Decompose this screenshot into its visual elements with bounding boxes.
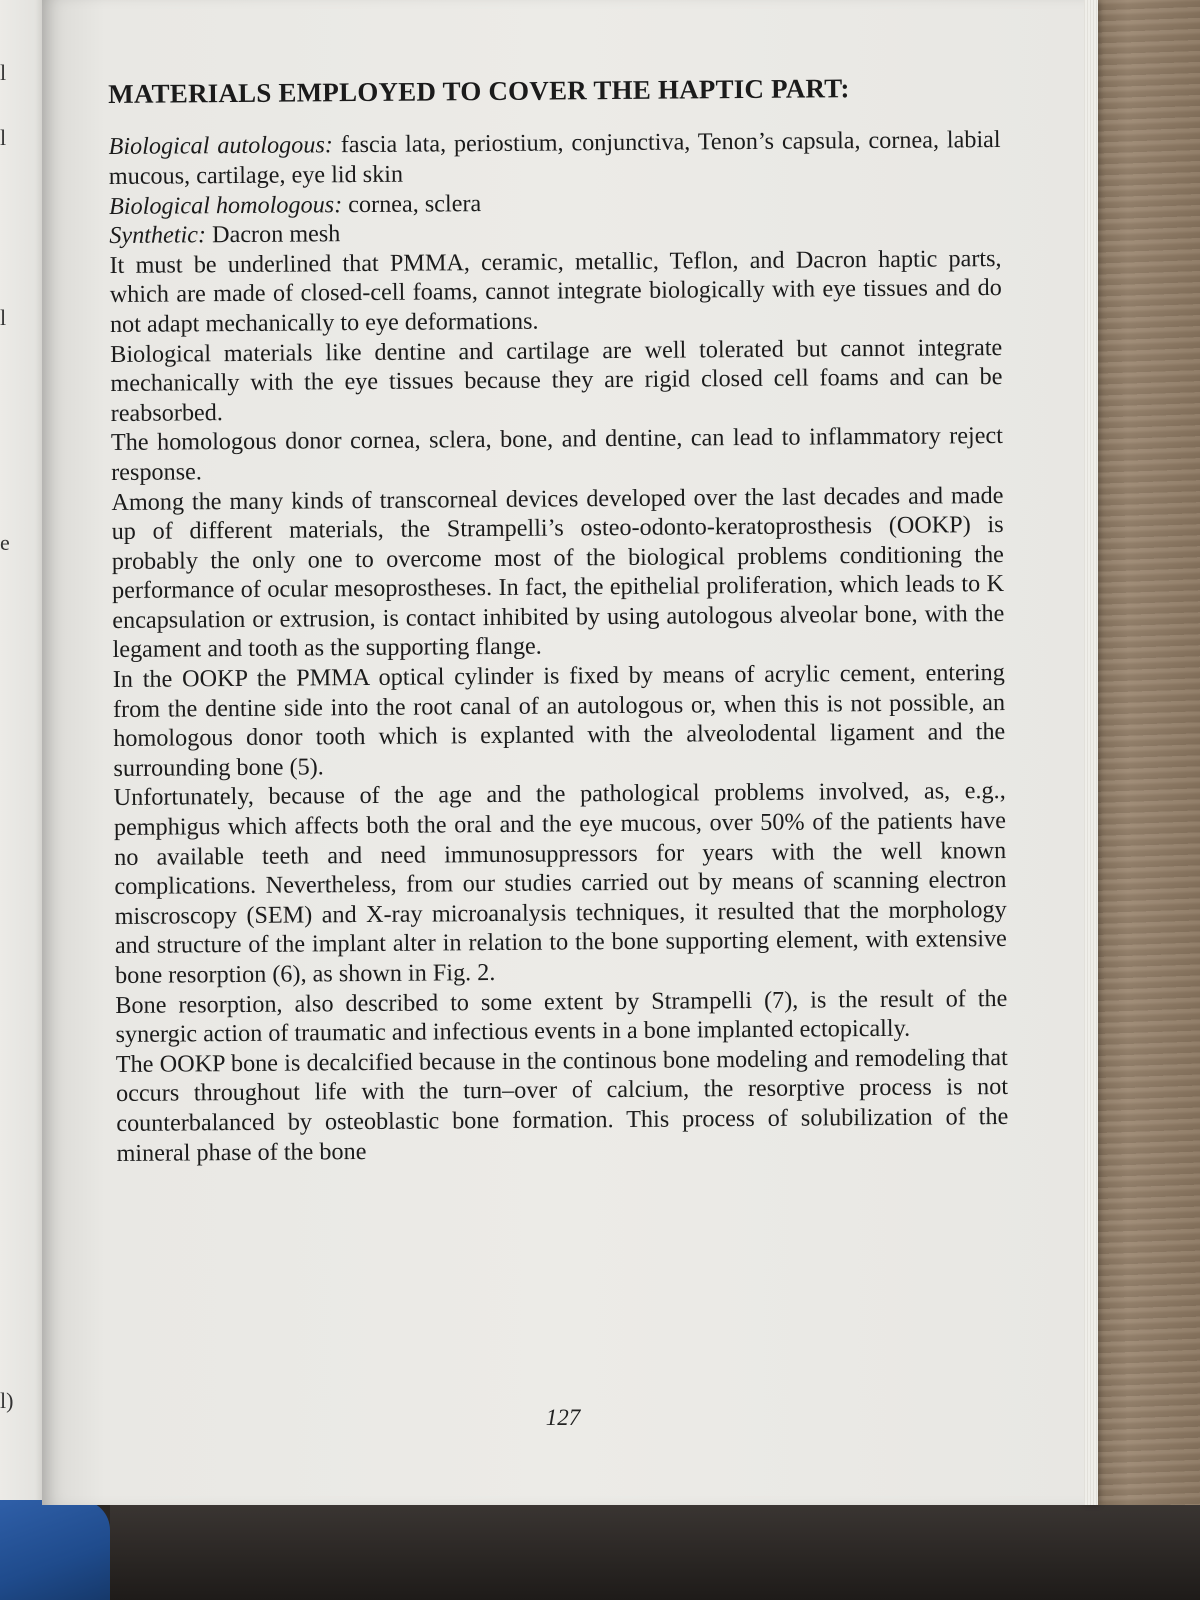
body-text	[109, 125, 1009, 1168]
wooden-desk	[1080, 0, 1200, 1600]
facing-page-char: l	[0, 60, 7, 85]
material-label: Biological autologous:	[108, 131, 333, 161]
book-page	[42, 0, 1084, 1505]
paragraph: Among the many kinds of transcorneal devices developed over the last decades and made up of different materials, the Strampelli’s osteo-odonto-keratoprosthesis (OOKP) is probably the only one to overcome most of the biological problems conditioning the performance of ocular mesoprostheses. In fact, the epithelial proliferation, which leads to K encapsulation or extrusion, is contact inhibited by using autologous alveolar bone, with the legament and tooth as the supporting flange.	[111, 481, 1005, 664]
page-content	[108, 61, 1009, 1168]
facing-page-char: e	[0, 530, 10, 555]
facing-page-char: l	[0, 305, 7, 330]
paragraph: The OOKP bone is decalcified because in the continous bone modeling and remodeling that occurs throughout life with the turn–over of calcium, the resorptive process is not counterbalanced by osteoblastic bone formation. This process of solubilization of the mineral phase of the bone	[115, 1043, 1009, 1167]
dark-background	[110, 1505, 1200, 1600]
page-number: 127	[545, 1405, 581, 1430]
facing-page-edge	[0, 0, 44, 1500]
paragraph: Biological materials like dentine and cartilage are well tolerated but cannot integrate mechanically with the eye tissues because they are rigid closed cell foams and can be reabsorbed.	[110, 333, 1003, 427]
facing-page-char: l	[0, 125, 7, 150]
page-stack-edge	[1082, 0, 1098, 1505]
material-text: fascia lata, periostium, conjunctiva, Tenon’s capsula, cornea, labial mucous, cartilage, eye lid skin	[108, 126, 1001, 190]
paragraph: Unfortunately, because of the age and the pathological problems involved, as, e.g., pemphigus which affects both the oral and the eye mucous, over 50% of the patients have no available teeth and need immunosuppressors for years with the well known complications. Nevertheless, from our studies carried out by means of scanning electron miscroscopy (SEM) and X-ray microanalysis techniques, it resulted that the morphology and structure of the implant alter in relation to the bone supporting element, with extensive bone resorption (6), as shown in Fig. 2.	[113, 777, 1007, 989]
paragraph: In the OOKP the PMMA optical cylinder is fixed by means of acrylic cement, entering from the dentine side into the root canal of an autologous or, when this is not possible, an homologous donor tooth which is explanted with the alveolodental ligament and the surrounding bone (5).	[112, 659, 1006, 782]
paragraph: The homologous donor cornea, sclera, bone, and dentine, can lead to inflammatory reject response.	[110, 422, 1004, 486]
section-heading: MATERIALS EMPLOYED TO COVER THE HAPTIC PART:	[108, 73, 850, 109]
paragraph: Bone resorption, also described to some extent by Strampelli (7), is the result of the synergic action of traumatic and infectious events in a bone implanted ectopically.	[115, 984, 1008, 1049]
material-text: Dacron mesh	[205, 220, 341, 249]
material-item	[109, 125, 1001, 191]
material-text: cornea, sclera	[342, 189, 482, 218]
material-label: Synthetic:	[109, 221, 207, 250]
blue-object	[0, 1500, 110, 1600]
material-label: Biological homologous:	[108, 190, 343, 220]
facing-page-char: l)	[0, 1388, 14, 1413]
paragraph: It must be underlined that PMMA, ceramic, metallic, Teflon, and Dacron haptic parts, which are made of closed-cell foams, cannot integrate biologically with eye tissues and do not adapt mechanically to eye deformations.	[109, 244, 1002, 338]
